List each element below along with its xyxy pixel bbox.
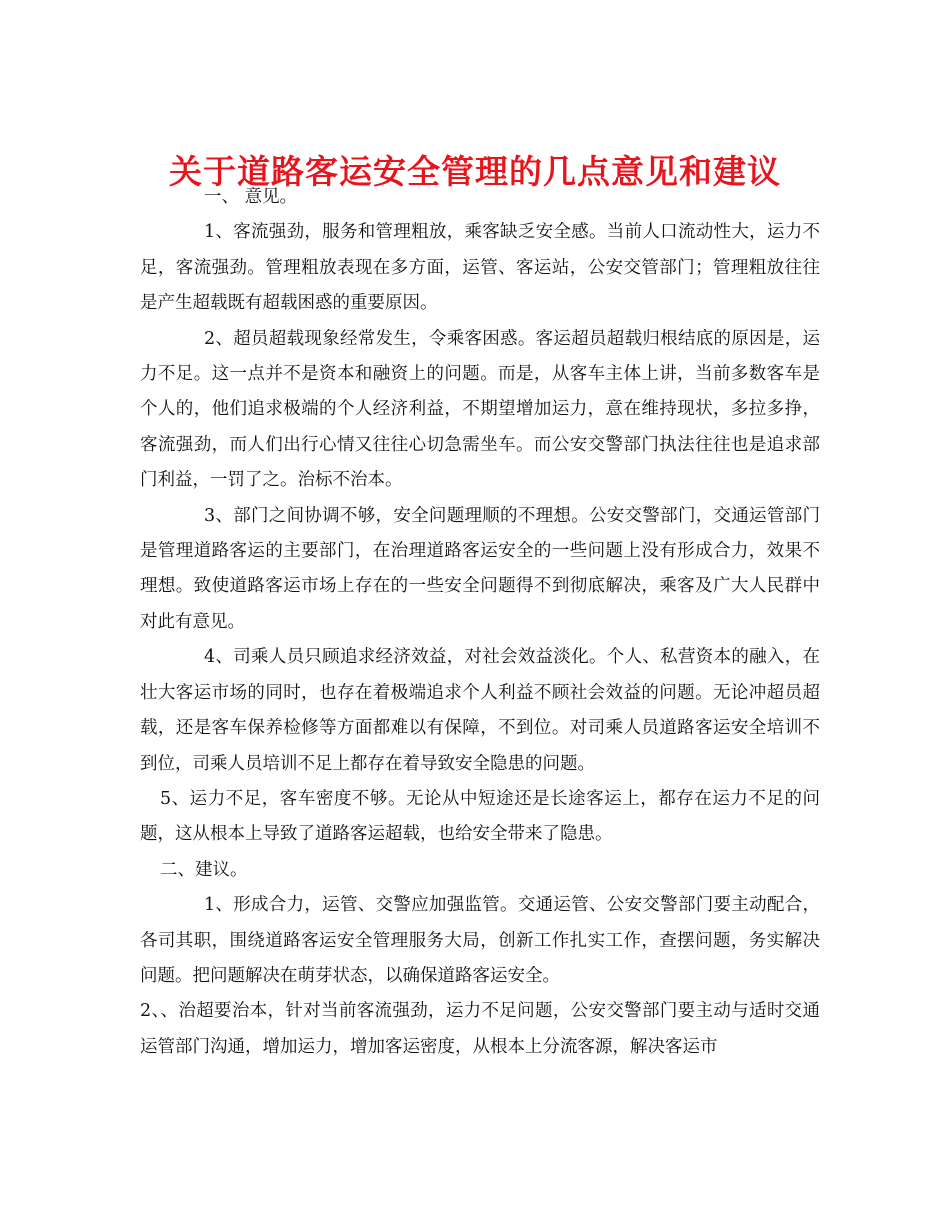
suggestion-paragraph-2: 2、、治超要治本，针对当前客流强劲，运力不足问题，公安交警部门要主动与适时交通运管部门沟通，增加运力，增加客运密度，从根本上分流客源，解决客运市: [140, 1001, 820, 1057]
section-heading-opinions: 一、 意见。: [204, 187, 298, 207]
opinion-paragraph-4: 4、司乘人员只顾追求经济效益，对社会效益淡化。个人、私营资本的融入，在壮大客运市场的同时，也存在着极端追求个人利益不顾社会效益的问题。无论冲超员超载，还是客车保养检修等方面都难以有保障，不到位。对司乘人员道路客运安全培训不到位，司乘人员培训不足上都存在着导致安全隐患的问题。: [140, 647, 820, 774]
section-heading-suggestions: 二、建议。: [160, 859, 248, 880]
document-body: [140, 180, 820, 1065]
opinion-paragraph-2: 2、超员超载现象经常发生，令乘客困惑。客运超员超载归根结底的原因是，运力不足。这一点并不是资本和融资上的问题。而是，从客车主体上讲，当前多数客车是个人的，他们追求极端的个人经济利益，不期望增加运力，意在维持现状，多拉多挣，客流强劲，而人们出行心情又往往心切急需坐车。而公安交警部门执法往往也是追求部门利益，一罚了之。治标不治本。: [140, 328, 820, 491]
opinion-paragraph-3: 3、部门之间协调不够，安全问题理顺的不理想。公安交警部门，交通运管部门是管理道路客运的主要部门，在治理道路客运安全的一些问题上没有形成合力，效果不理想。致使道路客运市场上存在的一些安全问题得不到彻底解决，乘客及广大人民群中对此有意见。: [140, 505, 820, 632]
opinion-paragraph-1: 1、客流强劲，服务和管理粗放，乘客缺乏安全感。当前人口流动性大，运力不足，客流强劲。管理粗放表现在多方面，运管、客运站，公安交管部门；管理粗放往往是产生超载既有超载困惑的重要原因。: [140, 222, 820, 314]
document-title: 关于道路客运安全管理的几点意见和建议: [169, 152, 781, 192]
suggestion-paragraph-1: 1、形成合力，运管、交警应加强监管。交通运管、公安交警部门要主动配合，各司其职，围绕道路客运安全管理服务大局，创新工作扎实工作，查摆问题，务实解决问题。把问题解决在萌芽状态，以确保道路客运安全。: [140, 895, 820, 986]
opinion-paragraph-5: 5、运力不足，客车密度不够。无论从中短途还是长途客运上，都存在运力不足的问题，这从根本上导致了道路客运超载，也给安全带来了隐患。: [140, 788, 820, 845]
